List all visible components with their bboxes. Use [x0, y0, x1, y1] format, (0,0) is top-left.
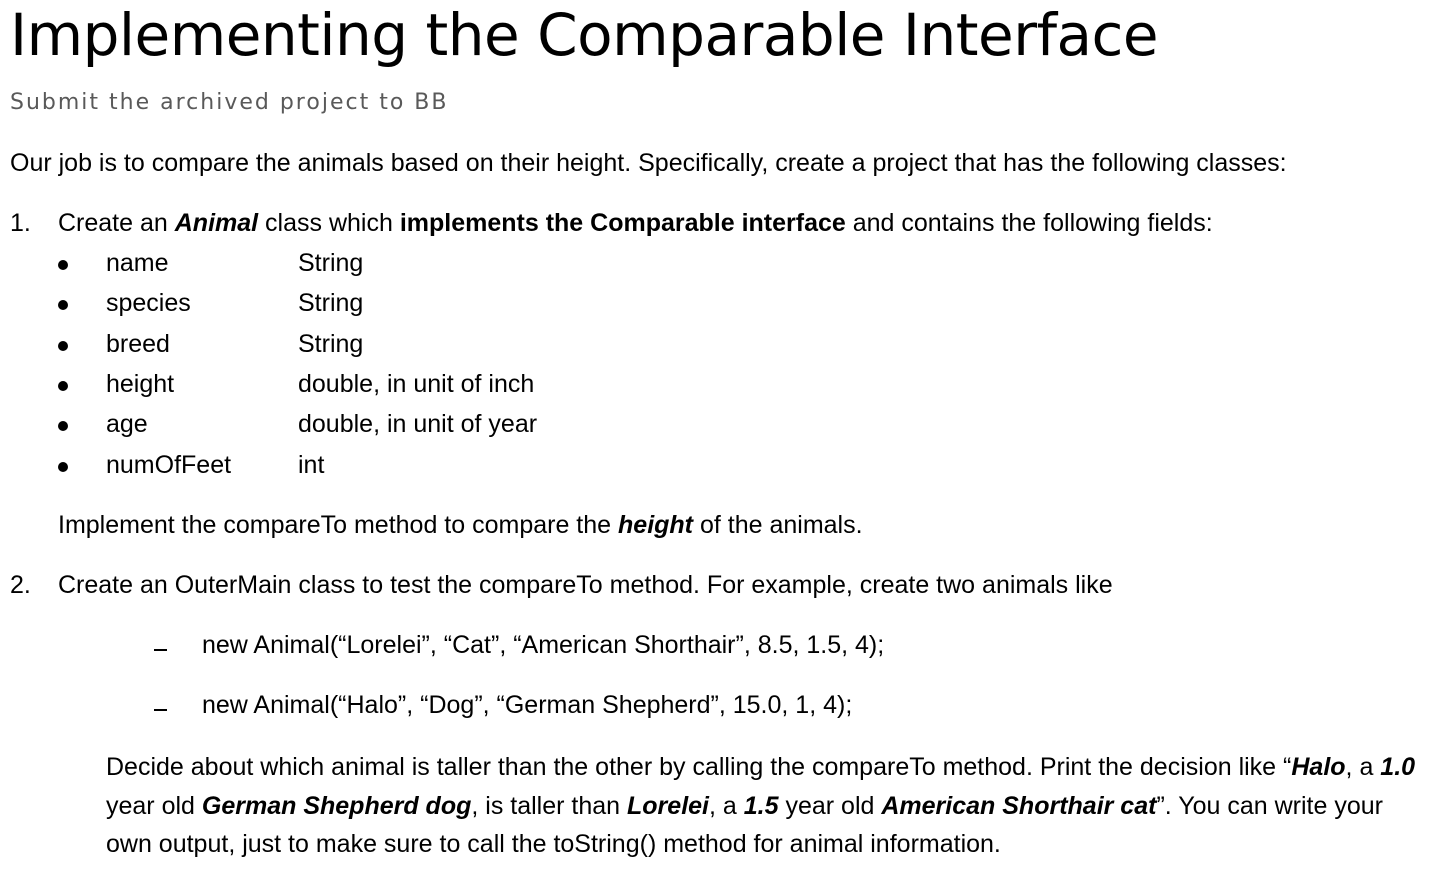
item1-text-e: and contains the following fields: [845, 209, 1213, 237]
field-name: height [106, 370, 175, 398]
page-title: Implementing the Comparable Interface [10, 1, 1159, 69]
field-name: breed [106, 330, 170, 358]
implement-paragraph [58, 510, 863, 540]
list-item-1-text [58, 208, 1213, 238]
bullet-icon [58, 260, 68, 270]
implement-text-b: height [618, 511, 694, 539]
item1-text-a: Create an [58, 209, 175, 237]
list-number-2: 2. [10, 571, 31, 599]
field-type: double, in unit of inch [298, 370, 535, 398]
field-type: double, in unit of year [298, 410, 538, 438]
field-name: numOfFeet [106, 451, 232, 479]
decision-p2: , a [1345, 753, 1381, 781]
decision-age2: 1.5 [743, 791, 779, 820]
decision-p6: year old [778, 791, 882, 820]
implement-text-a: Implement the compareTo method to compare the [58, 511, 619, 539]
item1-text-c: class which [258, 209, 400, 237]
decision-halo: Halo [1291, 753, 1346, 781]
page-subtitle: Submit the archived project to BB [10, 90, 449, 115]
decision-paragraph [106, 748, 1426, 864]
field-name: age [106, 410, 148, 438]
decision-age1: 1.0 [1380, 753, 1416, 781]
list-item-2-text: Create an OuterMain class to test the compareTo method. For example, create two animals like [58, 571, 1113, 599]
decision-p3: year old [106, 791, 202, 820]
field-name: species [106, 289, 191, 317]
field-name: name [106, 249, 169, 277]
field-type: int [298, 451, 325, 479]
field-type: String [298, 249, 364, 277]
intro-paragraph: Our job is to compare the animals based on their height. Specifically, create a project that has the following classes: [10, 149, 1287, 177]
implement-text-c: of the animals. [693, 511, 863, 539]
bullet-icon [58, 421, 68, 431]
code-line: new Animal(“Lorelei”, “Cat”, “American Shorthair”, 8.5, 1.5, 4); [202, 631, 885, 659]
field-type: String [298, 330, 364, 358]
decision-breed2: American Shorthair cat [881, 791, 1157, 820]
code-line: new Animal(“Halo”, “Dog”, “German Shepherd”, 15.0, 1, 4); [202, 691, 853, 719]
item1-text-d: implements the Comparable interface [399, 209, 846, 237]
dash-icon [154, 649, 167, 651]
field-type: String [298, 289, 364, 317]
bullet-icon [58, 300, 68, 310]
item1-text-b: Animal [174, 209, 259, 237]
dash-icon [154, 709, 167, 711]
bullet-icon [58, 381, 68, 391]
decision-p4: , is taller than [471, 791, 628, 820]
decision-p1: Decide about which animal is taller than the other by calling the compareTo method. Print the decision like “ [106, 753, 1292, 781]
bullet-icon [58, 341, 68, 351]
decision-p7: ”. You can write your own output, just to make sure to call the toString() method for animal information. [106, 791, 1383, 858]
list-number-1: 1. [10, 209, 31, 237]
decision-lorelei: Lorelei [627, 791, 709, 820]
bullet-icon [58, 462, 68, 472]
decision-breed1: German Shepherd dog [201, 791, 472, 820]
decision-p5: , a [709, 791, 744, 820]
